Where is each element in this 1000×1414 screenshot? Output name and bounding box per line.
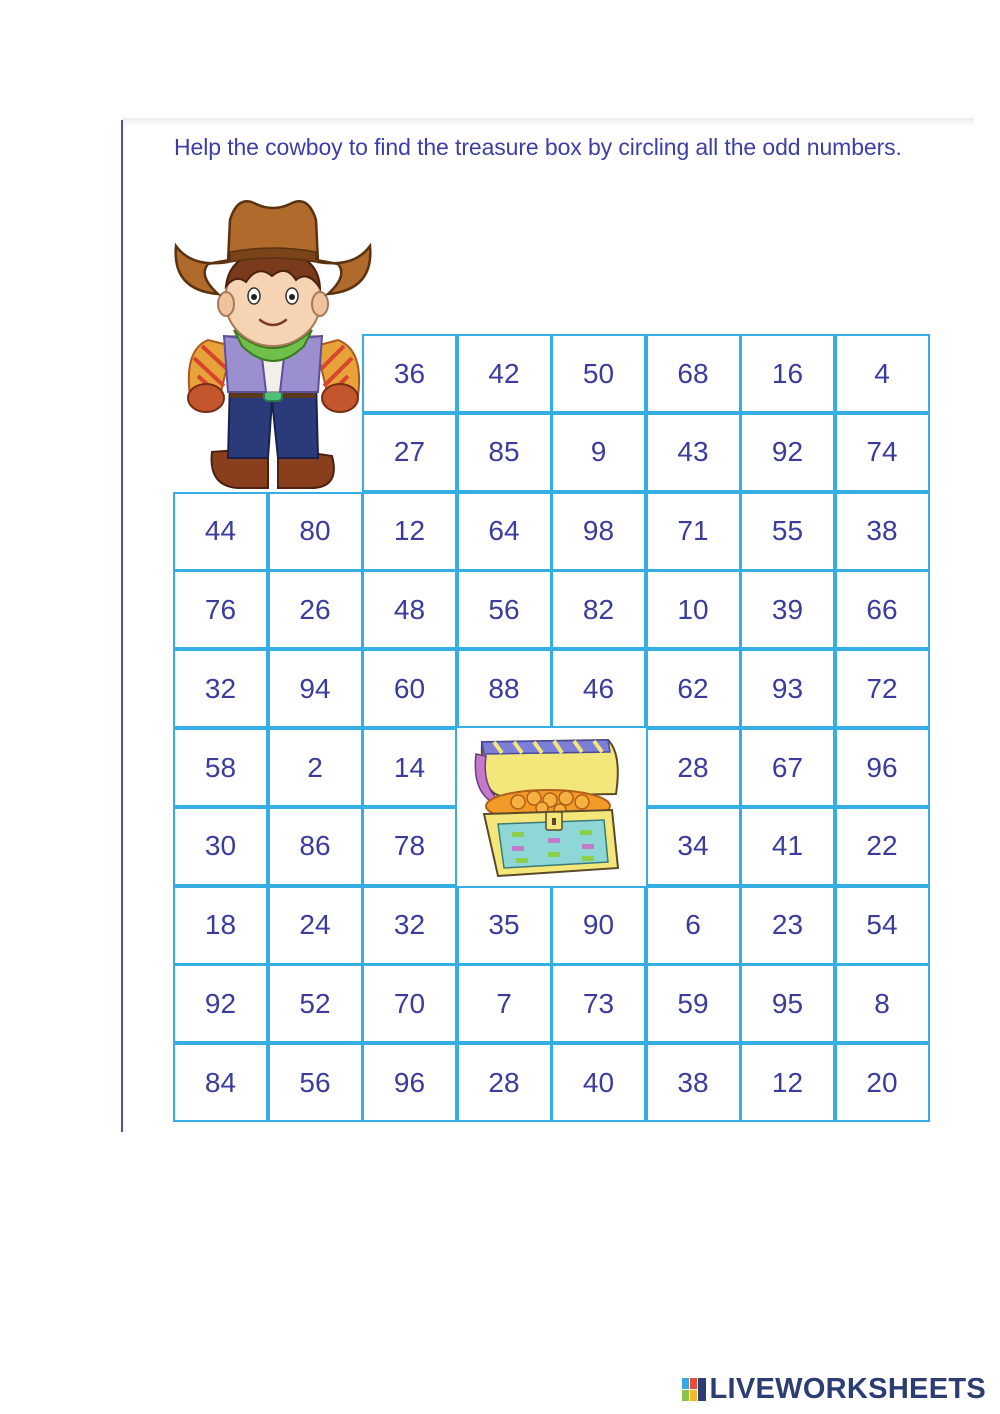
maze-cell[interactable]: 59 [646,964,741,1043]
margin-line [121,120,123,1132]
maze-cell[interactable]: 68 [646,334,741,413]
maze-cell[interactable]: 14 [362,728,457,807]
maze-cell[interactable]: 16 [740,334,835,413]
maze-cell[interactable]: 94 [268,649,363,728]
maze-cell[interactable]: 44 [173,492,268,571]
maze-cell[interactable]: 72 [835,649,930,728]
maze-cell[interactable]: 84 [173,1043,268,1122]
maze-cell[interactable]: 70 [362,964,457,1043]
maze-cell[interactable]: 43 [646,413,741,492]
maze-cell[interactable]: 66 [835,570,930,649]
maze-cell[interactable]: 30 [173,807,268,886]
maze-cell[interactable]: 92 [173,964,268,1043]
liveworksheets-brand[interactable] [681,1373,987,1406]
instruction-text: Help the cowboy to find the treasure box by circling all the odd numbers. [174,134,902,160]
maze-cell[interactable]: 71 [646,492,741,571]
maze-cell[interactable]: 52 [268,964,363,1043]
maze-cell[interactable]: 6 [646,886,741,965]
maze-cell[interactable]: 67 [740,728,835,807]
maze-cell[interactable]: 23 [740,886,835,965]
maze-cell[interactable]: 64 [457,492,552,571]
maze-cell[interactable]: 10 [646,570,741,649]
maze-cell[interactable]: 7 [457,964,552,1043]
maze-cell[interactable]: 55 [740,492,835,571]
maze-cell[interactable]: 93 [740,649,835,728]
maze-cell[interactable]: 56 [268,1043,363,1122]
maze-cell[interactable]: 9 [551,413,646,492]
maze-cell[interactable]: 35 [457,886,552,965]
maze-cell[interactable]: 78 [362,807,457,886]
maze-cell[interactable]: 26 [268,570,363,649]
maze-cell[interactable]: 18 [173,886,268,965]
maze-cell[interactable]: 36 [362,334,457,413]
maze-cell[interactable]: 56 [457,570,552,649]
maze-cell[interactable]: 39 [740,570,835,649]
maze-cell[interactable]: 90 [551,886,646,965]
maze-cell[interactable]: 98 [551,492,646,571]
maze-cell[interactable]: 24 [268,886,363,965]
maze-cell[interactable]: 28 [457,1043,552,1122]
maze-cell[interactable]: 12 [362,492,457,571]
brand-name: LIVEWORKSHEETS [709,1373,986,1405]
maze-cell[interactable]: 38 [646,1043,741,1122]
maze-cell[interactable]: 60 [362,649,457,728]
maze-cell[interactable]: 46 [551,649,646,728]
maze-cell[interactable]: 32 [173,649,268,728]
maze-cell[interactable]: 74 [835,413,930,492]
maze-cell[interactable]: 82 [551,570,646,649]
maze-cell[interactable]: 41 [740,807,835,886]
maze-cell[interactable]: 73 [551,964,646,1043]
maze-cell[interactable]: 54 [835,886,930,965]
maze-cell[interactable]: 42 [457,334,552,413]
maze-cell[interactable]: 34 [646,807,741,886]
maze-cell[interactable]: 88 [457,649,552,728]
maze-cell[interactable]: 96 [362,1043,457,1122]
treasure-chest-illustration [468,734,628,882]
maze-cell[interactable]: 76 [173,570,268,649]
maze-cell[interactable]: 86 [268,807,363,886]
maze-cell[interactable]: 85 [457,413,552,492]
cowboy-illustration [168,190,378,490]
maze-cell[interactable]: 27 [362,413,457,492]
maze-cell[interactable]: 40 [551,1043,646,1122]
maze-cell[interactable]: 62 [646,649,741,728]
maze-cell[interactable]: 48 [362,570,457,649]
maze-cell[interactable]: 80 [268,492,363,571]
maze-cell[interactable]: 22 [835,807,930,886]
maze-cell[interactable]: 95 [740,964,835,1043]
maze-cell[interactable]: 20 [835,1043,930,1122]
liveworksheets-logo-icon [681,1377,707,1403]
maze-cell[interactable]: 92 [740,413,835,492]
maze-cell[interactable]: 12 [740,1043,835,1122]
page-top-shadow [122,118,974,126]
maze-cell[interactable]: 8 [835,964,930,1043]
maze-cell[interactable]: 4 [835,334,930,413]
maze-cell[interactable]: 38 [835,492,930,571]
maze-cell[interactable]: 96 [835,728,930,807]
maze-cell[interactable]: 2 [268,728,363,807]
maze-cell[interactable]: 50 [551,334,646,413]
maze-cell[interactable]: 32 [362,886,457,965]
maze-cell[interactable]: 28 [646,728,741,807]
maze-cell[interactable]: 58 [173,728,268,807]
